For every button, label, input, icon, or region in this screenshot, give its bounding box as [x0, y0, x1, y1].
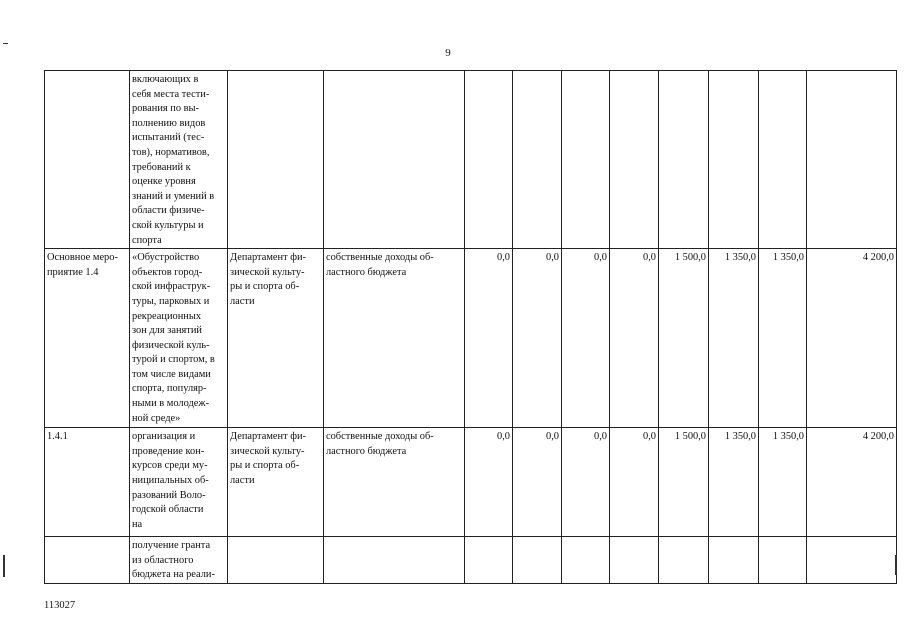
document-code: 113027	[44, 600, 76, 611]
row-source-cell: собственные доходы об- ластного бюджета	[324, 428, 465, 537]
row-value-cell	[610, 537, 659, 584]
row-name-cell: «Обустройство объектов город- ской инфраструк- туры, парковых и рекреационных зон для занятий физической куль- турой и спортом, в том числе видами спорта, популяр- ными в молодеж- ной среде»	[130, 249, 228, 428]
table-row	[45, 71, 897, 249]
row-value-cell	[807, 537, 897, 584]
scan-mark-left-top	[3, 43, 8, 44]
row-value-cell: 1 350,0	[709, 428, 759, 537]
row-source-cell	[324, 537, 465, 584]
row-value-cell: 0,0	[562, 428, 610, 537]
row-value-cell: 0,0	[513, 249, 562, 428]
row-value-cell: 0,0	[610, 249, 659, 428]
row-value-cell: 0,0	[562, 249, 610, 428]
row-name-cell: организация и проведение кон- курсов среди му- ниципальных об- разований Воло- годской области на	[130, 428, 228, 537]
row-value-cell	[659, 71, 709, 249]
budget-table	[44, 70, 897, 584]
row-code-cell: Основное меро- приятие 1.4	[45, 249, 130, 428]
row-value-cell: 4 200,0	[807, 428, 897, 537]
row-value-cell	[709, 537, 759, 584]
row-code-cell	[45, 537, 130, 584]
row-value-cell	[807, 71, 897, 249]
row-value-cell	[562, 71, 610, 249]
row-value-cell	[513, 71, 562, 249]
row-source-cell	[324, 71, 465, 249]
row-name-cell: включающих в себя места тести- рования по вы- полнению видов испытаний (тес- тов), нормативов, требований к оценке уровня знаний и умений в области физиче- ской культуры и спорта	[130, 71, 228, 249]
row-value-cell: 0,0	[610, 428, 659, 537]
row-value-cell	[562, 537, 610, 584]
scan-mark-left-bottom	[3, 555, 5, 577]
row-value-cell: 1 350,0	[759, 249, 807, 428]
row-value-cell: 1 350,0	[709, 249, 759, 428]
row-value-cell	[759, 71, 807, 249]
row-value-cell: 0,0	[465, 428, 513, 537]
row-executor-cell	[228, 71, 324, 249]
table-row	[45, 537, 897, 584]
row-value-cell	[610, 71, 659, 249]
row-value-cell: 1 350,0	[759, 428, 807, 537]
row-value-cell	[759, 537, 807, 584]
row-name-cell: получение гранта из областного бюджета на реали-	[130, 537, 228, 584]
row-executor-cell	[228, 537, 324, 584]
row-source-cell: собственные доходы об- ластного бюджета	[324, 249, 465, 428]
row-value-cell	[465, 71, 513, 249]
table-row	[45, 428, 897, 537]
row-value-cell	[659, 537, 709, 584]
row-value-cell: 0,0	[465, 249, 513, 428]
row-value-cell: 0,0	[513, 428, 562, 537]
row-value-cell	[709, 71, 759, 249]
row-code-cell: 1.4.1	[45, 428, 130, 537]
page-number: 9	[445, 47, 451, 59]
row-value-cell: 1 500,0	[659, 249, 709, 428]
row-value-cell: 4 200,0	[807, 249, 897, 428]
table-row	[45, 249, 897, 428]
row-executor-cell: Департамент фи- зической культу- ры и спорта об- ласти	[228, 428, 324, 537]
row-value-cell	[513, 537, 562, 584]
scan-mark-right-bottom	[895, 555, 897, 575]
row-value-cell: 1 500,0	[659, 428, 709, 537]
row-executor-cell: Департамент фи- зической культу- ры и спорта об- ласти	[228, 249, 324, 428]
row-value-cell	[465, 537, 513, 584]
row-code-cell	[45, 71, 130, 249]
